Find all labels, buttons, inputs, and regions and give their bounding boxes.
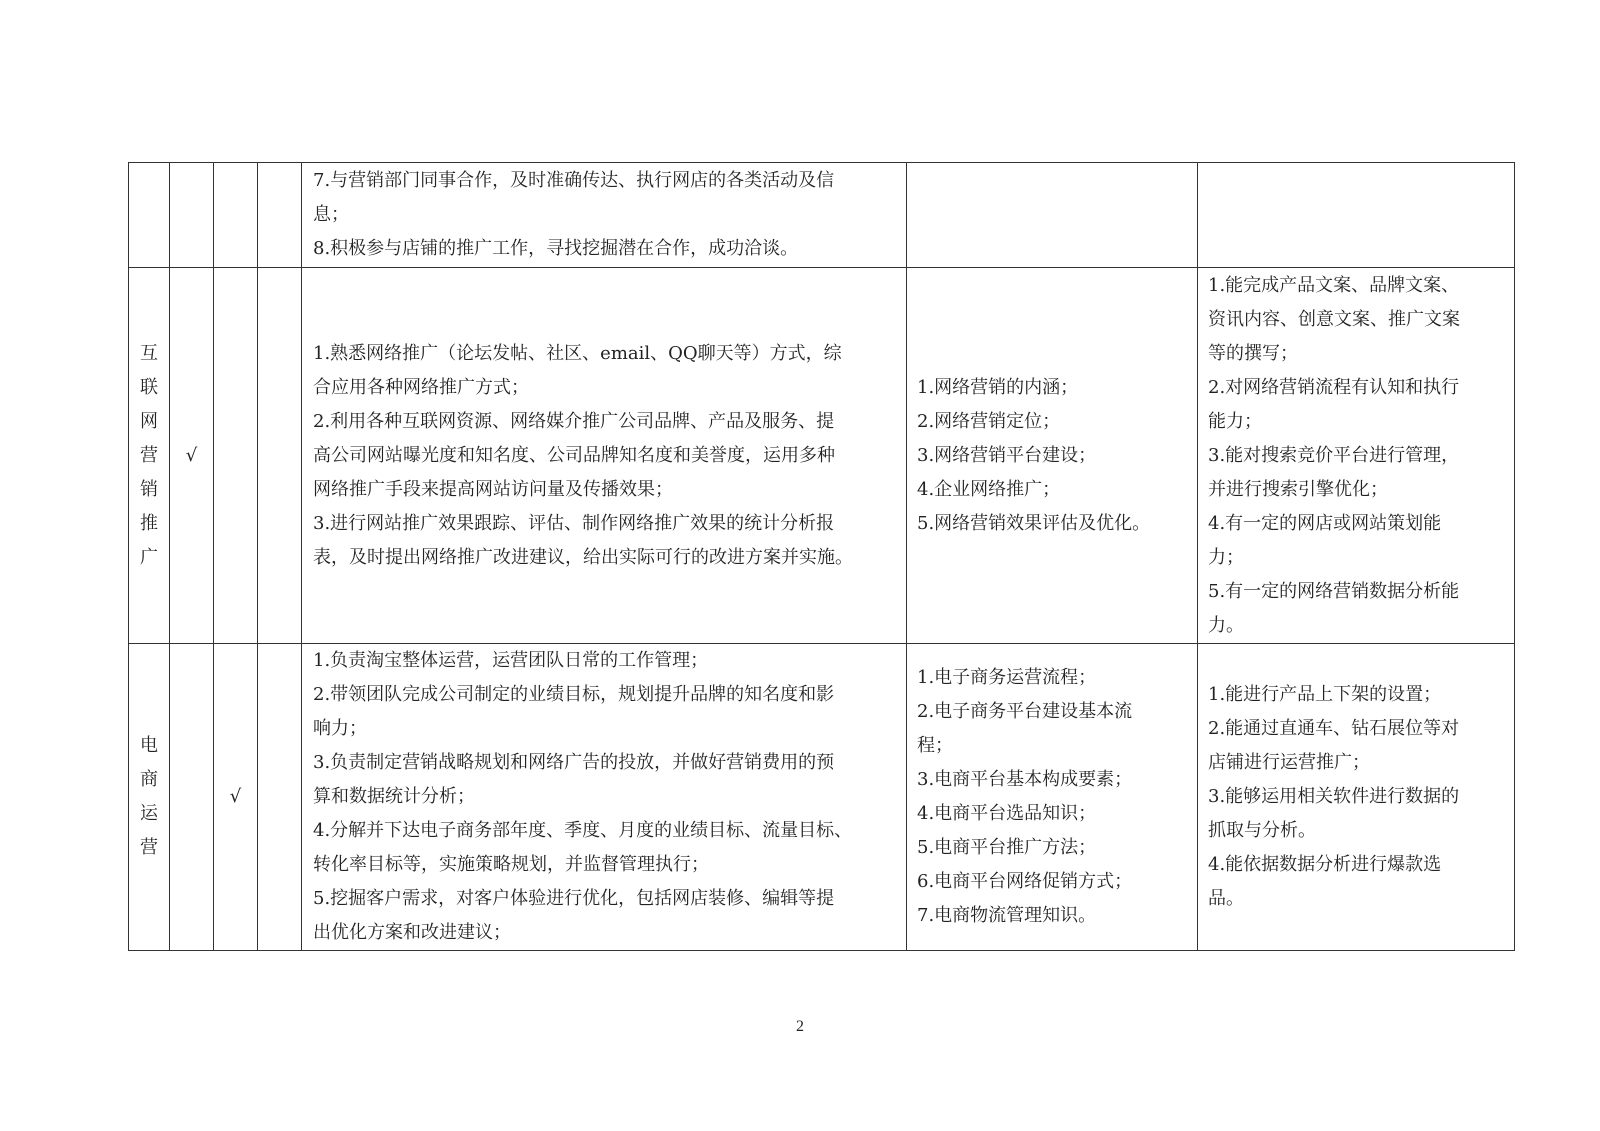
- text-line: 7.电商物流管理知识。: [917, 905, 1097, 926]
- check-mark: √: [229, 786, 242, 807]
- knowledge-cell: [907, 268, 1198, 644]
- text-line: 2.利用各种互联网资源、网络媒介推广公司品牌、产品及服务、提: [313, 410, 835, 432]
- job-name-char: 网: [140, 410, 158, 432]
- job-name-cell: [129, 644, 170, 951]
- job-name-char: 营: [140, 444, 158, 466]
- text-line: 品。: [1208, 888, 1244, 909]
- job-name-char: 联: [140, 376, 158, 398]
- level-check-cell-2: [214, 268, 258, 644]
- text-line: 4.企业网络推广；: [917, 478, 1061, 500]
- text-line: 3.能对搜索竞价平台进行管理，: [1208, 444, 1460, 466]
- text-line: 能力；: [1208, 410, 1262, 432]
- text-line: 3.进行网站推广效果跟踪、评估、制作网络推广效果的统计分析报: [313, 512, 835, 534]
- text-line: 力；: [1208, 546, 1244, 568]
- text-line: 网络推广手段来提高网站访问量及传播效果；: [313, 478, 673, 500]
- text-line: 1.负责淘宝整体运营，运营团队日常的工作管理；: [313, 650, 709, 671]
- text-line: 5.网络营销效果评估及优化。: [917, 512, 1151, 534]
- level-check-cell-1: [170, 163, 214, 268]
- job-name-char: 销: [140, 478, 158, 500]
- work-tasks-cell: [302, 163, 907, 268]
- text-line: 6.电商平台网络促销方式；: [917, 871, 1133, 892]
- text-line: 算和数据统计分析；: [313, 786, 475, 807]
- level-check-cell-3: [258, 644, 302, 951]
- job-name-char: 电: [140, 735, 158, 756]
- text-line: 3.负责制定营销战略规划和网络广告的投放，并做好营销费用的预: [313, 752, 835, 773]
- table-row: [129, 268, 1515, 644]
- text-line: 程；: [917, 735, 953, 756]
- job-name-char: 推: [140, 512, 158, 534]
- text-line: 响力；: [313, 718, 367, 739]
- text-line: 合应用各种网络推广方式；: [313, 376, 529, 398]
- job-name-char: 营: [140, 837, 158, 858]
- text-line: 转化率目标等，实施策略规划，并监督管理执行；: [313, 854, 709, 875]
- knowledge-cell: [907, 644, 1198, 951]
- skills-cell: [1198, 644, 1515, 951]
- text-line: 2.对网络营销流程有认知和执行: [1208, 376, 1460, 398]
- text-line: 资讯内容、创意文案、推广文案: [1208, 308, 1460, 330]
- skills-cell: [1198, 268, 1515, 644]
- check-mark: √: [185, 444, 198, 466]
- text-line: 1.能进行产品上下架的设置；: [1208, 684, 1442, 705]
- text-line: 3.网络营销平台建设；: [917, 444, 1097, 466]
- text-line: 3.电商平台基本构成要素；: [917, 769, 1133, 790]
- text-line: 并进行搜索引擎优化；: [1208, 478, 1388, 500]
- text-line: 4.分解并下达电子商务部年度、季度、月度的业绩目标、流量目标、: [313, 820, 853, 841]
- text-line: 7.与营销部门同事合作，及时准确传达、执行网店的各类活动及信: [313, 170, 835, 191]
- text-line: 5.电商平台推广方法；: [917, 837, 1097, 858]
- text-line: 4.能依据数据分析进行爆款选: [1208, 854, 1442, 875]
- level-check-cell-3: [258, 268, 302, 644]
- text-line: 1.能完成产品文案、品牌文案、: [1208, 274, 1460, 296]
- competency-table: [128, 162, 1515, 951]
- skills-cell: [1198, 163, 1515, 268]
- text-line: 力。: [1208, 614, 1244, 636]
- level-check-cell-2: [214, 163, 258, 268]
- text-line: 2.带领团队完成公司制定的业绩目标，规划提升品牌的知名度和影: [313, 684, 835, 705]
- text-line: 1.熟悉网络推广（论坛发帖、社区、email、QQ聊天等）方式，综: [313, 342, 842, 364]
- level-check-cell-3: [258, 163, 302, 268]
- job-name-char: 商: [140, 769, 158, 790]
- work-tasks-cell: [302, 268, 907, 644]
- job-name-cell: [129, 268, 170, 644]
- text-line: 等的撰写；: [1208, 342, 1298, 364]
- text-line: 2.网络营销定位；: [917, 410, 1061, 432]
- text-line: 抓取与分析。: [1208, 820, 1316, 841]
- text-line: 3.能够运用相关软件进行数据的: [1208, 786, 1460, 807]
- text-line: 4.有一定的网店或网站策划能: [1208, 512, 1442, 534]
- text-line: 1.电子商务运营流程；: [917, 667, 1097, 688]
- text-line: 8.积极参与店铺的推广工作，寻找挖掘潜在合作，成功洽谈。: [313, 238, 799, 259]
- level-check-cell-1: [170, 644, 214, 951]
- level-check-cell-1: [170, 268, 214, 644]
- text-line: 1.网络营销的内涵；: [917, 376, 1079, 398]
- text-line: 出优化方案和改进建议；: [313, 922, 511, 943]
- work-tasks-cell: [302, 644, 907, 951]
- text-line: 5.挖掘客户需求，对客户体验进行优化，包括网店装修、编辑等提: [313, 888, 835, 909]
- text-line: 高公司网站曝光度和知名度、公司品牌知名度和美誉度，运用多种: [313, 444, 835, 466]
- text-line: 2.能通过直通车、钻石展位等对: [1208, 718, 1460, 739]
- text-line: 4.电商平台选品知识；: [917, 803, 1097, 824]
- page-number: 2: [796, 1018, 804, 1035]
- knowledge-cell: [907, 163, 1198, 268]
- text-line: 息；: [313, 204, 349, 225]
- text-line: 5.有一定的网络营销数据分析能: [1208, 580, 1460, 602]
- job-name-char: 互: [140, 342, 158, 364]
- job-name-cell: [129, 163, 170, 268]
- table-row: [129, 163, 1515, 268]
- text-line: 表，及时提出网络推广改进建议，给出实际可行的改进方案并实施。: [313, 546, 853, 568]
- text-line: 2.电子商务平台建设基本流: [917, 701, 1133, 722]
- table-row: [129, 644, 1515, 951]
- level-check-cell-2: [214, 644, 258, 951]
- text-line: 店铺进行运营推广；: [1208, 752, 1370, 773]
- job-name-char: 广: [140, 546, 158, 568]
- job-name-char: 运: [140, 803, 158, 824]
